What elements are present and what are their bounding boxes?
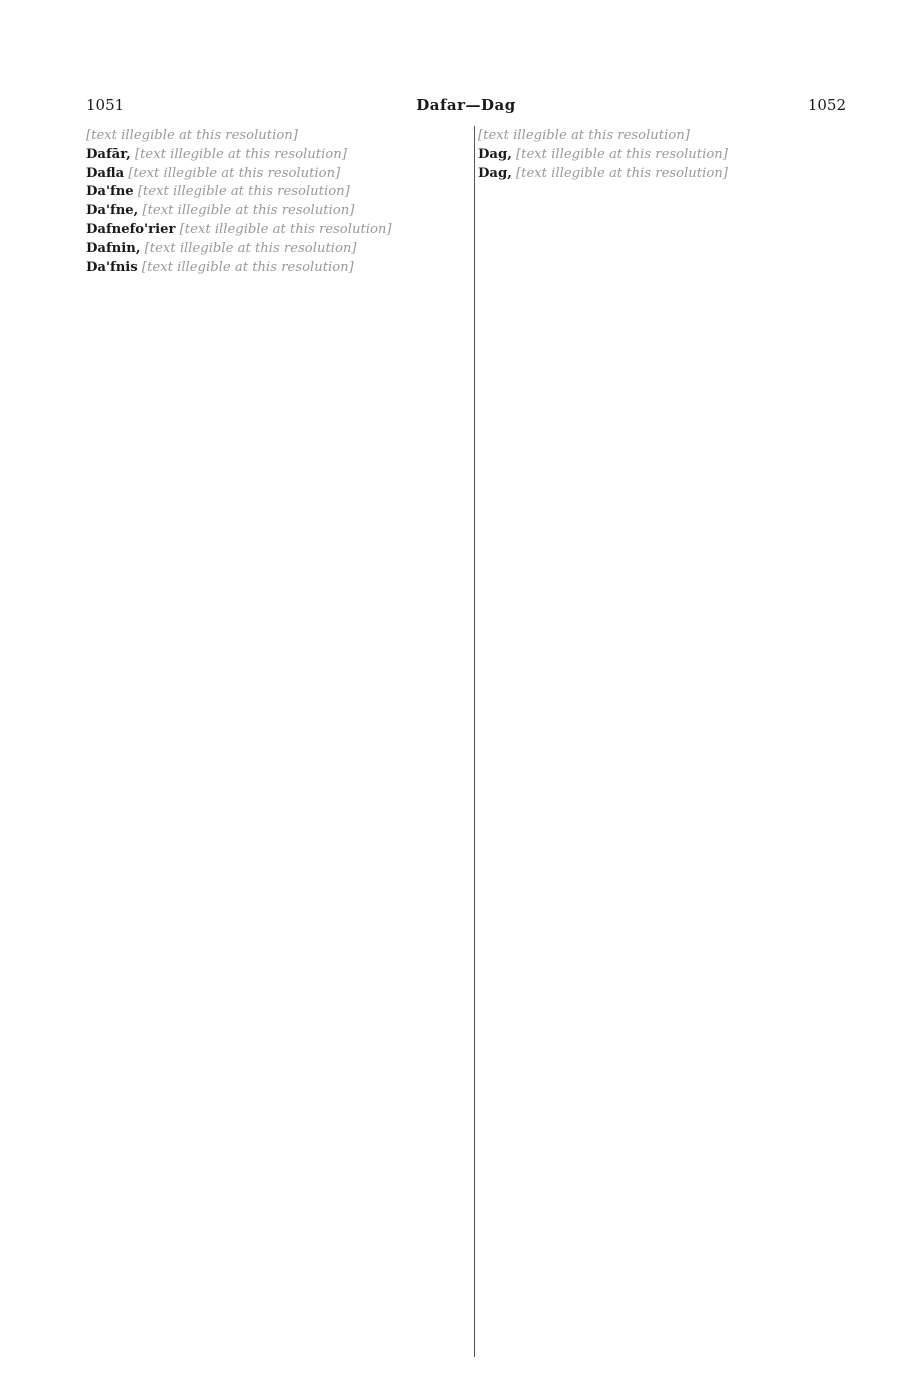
- entry: [86, 128, 470, 145]
- entry-headword: Dafnefo'rier: [86, 221, 176, 237]
- entry-headword: Dafla: [86, 165, 125, 181]
- entry: [478, 128, 850, 145]
- entry: [86, 222, 470, 239]
- entry-body: [text illegible at this resolution]: [144, 240, 357, 256]
- entry-body: [text illegible at this resolution]: [134, 146, 347, 162]
- entry-headword: Dafnin,: [86, 240, 141, 256]
- entry-body: [text illegible at this resolution]: [179, 221, 392, 237]
- right-column: [478, 128, 850, 1363]
- entry: [86, 147, 470, 164]
- entry-body: [text illegible at this resolution]: [141, 259, 354, 275]
- left-column: [86, 128, 470, 1363]
- entry: [86, 203, 470, 220]
- entry: [86, 260, 470, 277]
- entry-headword: Dag,: [478, 146, 512, 162]
- entry-headword: Dag,: [478, 165, 512, 181]
- left-page-number: 1051: [86, 96, 125, 114]
- entry-headword: Da'fne: [86, 184, 134, 200]
- entry: [86, 241, 470, 258]
- entry-body: [text illegible at this resolution]: [516, 146, 728, 162]
- entry: [86, 166, 470, 183]
- entry-headword: Da'fne,: [86, 203, 139, 219]
- right-page-number: 1052: [807, 96, 846, 114]
- running-title: Dafar—Dag: [416, 96, 516, 114]
- entry: [478, 166, 850, 183]
- entry: [86, 184, 470, 201]
- entry-headword: Dafār,: [86, 146, 131, 162]
- entry-body: [text illegible at this resolution]: [478, 128, 690, 143]
- entry-body: [text illegible at this resolution]: [142, 203, 355, 219]
- entry-headword: Da'fnis: [86, 259, 138, 275]
- running-head: [86, 96, 846, 114]
- entry-body: [text illegible at this resolution]: [128, 165, 341, 181]
- column-divider: [474, 126, 475, 1357]
- entry-body: [text illegible at this resolution]: [516, 165, 728, 181]
- entry-body: [text illegible at this resolution]: [137, 184, 350, 200]
- entry: [478, 147, 850, 164]
- entry-body: [text illegible at this resolution]: [86, 128, 298, 143]
